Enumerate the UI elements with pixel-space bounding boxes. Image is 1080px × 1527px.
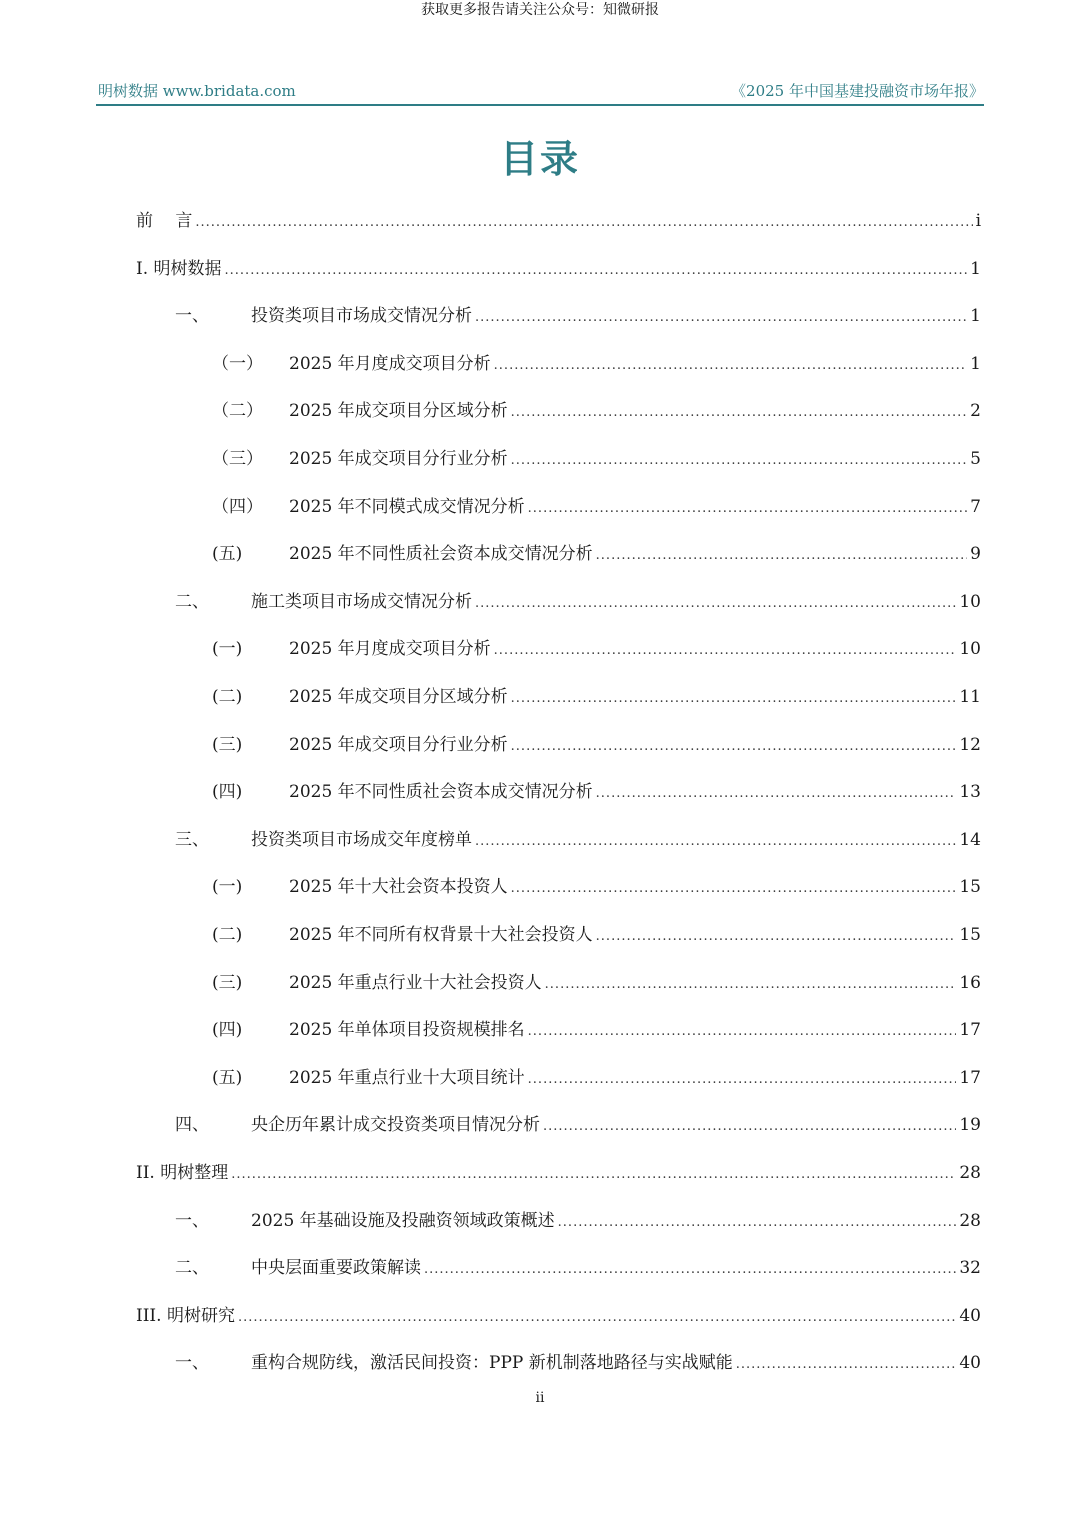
toc-entry[interactable] <box>136 1304 981 1328</box>
toc-entry-title: 2025 年月度成交项目分析 <box>289 353 491 374</box>
toc-entry[interactable] <box>136 257 981 281</box>
toc-dot-leader <box>475 306 967 330</box>
toc-dot-leader <box>558 1211 957 1235</box>
toc-dot-leader <box>511 687 957 711</box>
toc-entry-page: 28 <box>959 1163 981 1183</box>
toc-entry-page: i <box>975 211 981 231</box>
toc-entry[interactable] <box>212 399 981 423</box>
toc-entry[interactable] <box>175 1256 981 1280</box>
header-divider <box>96 104 984 106</box>
toc-entry[interactable] <box>212 495 981 519</box>
toc-entry[interactable] <box>212 637 981 661</box>
toc-entry[interactable] <box>136 1161 981 1185</box>
toc-entry-page: 15 <box>959 925 981 945</box>
toc-entry-title: 2025 年基础设施及投融资领域政策概述 <box>251 1210 555 1231</box>
toc-dot-leader <box>494 639 957 663</box>
toc-entry-page: 12 <box>959 734 981 755</box>
toc-entry-number: (五) <box>212 544 243 565</box>
toc-entry-title: 2025 年月度成交项目分析 <box>289 639 491 660</box>
toc-entry-page: 2 <box>970 401 981 422</box>
toc-entry[interactable] <box>175 304 981 328</box>
toc-dot-leader <box>545 973 957 997</box>
toc-entry-number: (二) <box>212 687 243 707</box>
toc-entry-page: 11 <box>959 687 981 707</box>
toc-entry[interactable] <box>136 209 981 233</box>
toc-entry[interactable] <box>212 971 981 995</box>
toc-entry-number: 三、 <box>175 829 209 850</box>
toc-entry-number: 四、 <box>175 1115 209 1136</box>
toc-entry-title: 2025 年十大社会资本投资人 <box>289 877 508 898</box>
toc-entry-page: 10 <box>959 591 981 612</box>
toc-entry-title: 2025 年成交项目分行业分析 <box>289 734 508 755</box>
toc-entry-title: III. 明树研究 <box>136 1305 235 1326</box>
toc-dot-leader <box>511 449 968 473</box>
toc-entry-page: 5 <box>970 449 981 469</box>
toc-dot-leader <box>511 735 957 759</box>
toc-entry-page: 32 <box>959 1258 981 1279</box>
toc-entry-title: 2025 年重点行业十大社会投资人 <box>289 972 542 993</box>
toc-entry-number: （三） <box>212 449 263 469</box>
toc-entry-page: 40 <box>959 1305 981 1326</box>
toc-entry-page: 15 <box>959 877 981 898</box>
toc-dot-leader <box>195 211 972 235</box>
toc-entry-title: 2025 年成交项目分行业分析 <box>289 449 508 469</box>
toc-entry-page: 14 <box>959 829 981 850</box>
toc-entry[interactable] <box>212 352 981 376</box>
toc-entry-title: I. 明树数据 <box>136 258 222 279</box>
toc-entry[interactable] <box>212 447 981 471</box>
toc-entry-page: 1 <box>970 258 981 279</box>
toc-entry-page: 13 <box>959 782 981 803</box>
toc-entry-page: 16 <box>959 972 981 993</box>
toc-dot-leader <box>528 497 968 521</box>
toc-entry-page: 40 <box>959 1353 981 1374</box>
toc-entry-title: 2025 年成交项目分区域分析 <box>289 687 508 707</box>
toc-entry-number: (一) <box>212 877 243 898</box>
toc-entry-title: 央企历年累计成交投资类项目情况分析 <box>251 1115 540 1136</box>
toc-entry[interactable] <box>175 590 981 614</box>
toc-dot-leader <box>475 592 956 616</box>
toc-entry-page: 9 <box>970 544 981 565</box>
toc-entry-number: (三) <box>212 972 243 993</box>
toc-entry-page: 17 <box>959 1020 981 1041</box>
toc-entry-title: 施工类项目市场成交情况分析 <box>251 591 472 612</box>
toc-entry-number: (二) <box>212 925 243 945</box>
toc-entry-title: 前 言 <box>136 211 193 231</box>
toc-entry-page: 1 <box>970 306 981 327</box>
toc-entry[interactable] <box>212 780 981 804</box>
toc-dot-leader <box>494 354 968 378</box>
header-right-report-title: 《2025 年中国基建投融资市场年报》 <box>731 82 984 100</box>
toc-entry-number: 二、 <box>175 591 209 612</box>
toc-entry-number: (三) <box>212 734 243 755</box>
toc-entry[interactable] <box>212 1018 981 1042</box>
toc-dot-leader <box>528 1020 957 1044</box>
toc-entry-page: 19 <box>959 1115 981 1136</box>
toc-dot-leader <box>528 1068 957 1092</box>
toc-entry-number: （四） <box>212 496 263 517</box>
toc-entry-title: 投资类项目市场成交年度榜单 <box>251 829 472 850</box>
toc-dot-leader <box>596 544 968 568</box>
toc-entry-page: 17 <box>959 1067 981 1088</box>
toc-entry-title: 投资类项目市场成交情况分析 <box>251 306 472 327</box>
toc-entry-page: 1 <box>970 353 981 374</box>
toc-entry-number: (五) <box>212 1067 243 1088</box>
toc-entry-number: (四) <box>212 1020 243 1041</box>
toc-entry[interactable] <box>212 875 981 899</box>
toc-dot-leader <box>543 1115 956 1139</box>
toc-entry[interactable] <box>212 923 981 947</box>
toc-entry-title: 2025 年重点行业十大项目统计 <box>289 1067 525 1088</box>
toc-entry-page: 28 <box>959 1210 981 1231</box>
toc-entry-title: 2025 年不同所有权背景十大社会投资人 <box>289 925 593 945</box>
toc-entry[interactable] <box>212 1066 981 1090</box>
toc-entry-title: 2025 年单体项目投资规模排名 <box>289 1020 525 1041</box>
toc-entry[interactable] <box>212 685 981 709</box>
toc-entry[interactable] <box>175 1351 981 1375</box>
toc-entry[interactable] <box>212 733 981 757</box>
toc-entry-page: 10 <box>959 639 981 660</box>
toc-entry[interactable] <box>175 1113 981 1137</box>
toc-dot-leader <box>475 830 956 854</box>
toc-dot-leader <box>511 401 968 425</box>
toc-entry-number: 一、 <box>175 1353 209 1374</box>
toc-entry-number: （一） <box>212 353 263 374</box>
toc-entry-title: 重构合规防线，激活民间投资：PPP 新机制落地路径与实战赋能 <box>251 1353 733 1374</box>
toc-entry-number: 一、 <box>175 306 209 327</box>
toc-dot-leader <box>596 782 957 806</box>
toc-dot-leader <box>736 1353 957 1377</box>
toc-entry-title: 中央层面重要政策解读 <box>251 1258 421 1279</box>
toc-entry[interactable] <box>175 1209 981 1233</box>
page-number: ii <box>535 1390 545 1406</box>
toc-dot-leader <box>231 1163 956 1187</box>
toc-entry-number: 一、 <box>175 1210 209 1231</box>
watermark-text: 获取更多报告请关注公众号：知微研报 <box>421 2 659 18</box>
toc-entry-title: 2025 年不同模式成交情况分析 <box>289 496 525 517</box>
toc-entry-title: 2025 年成交项目分区域分析 <box>289 401 508 422</box>
toc-entry[interactable] <box>212 542 981 566</box>
toc-dot-leader <box>511 877 957 901</box>
toc-entry-number: 二、 <box>175 1258 209 1279</box>
toc-entry[interactable] <box>175 828 981 852</box>
page-title: 目录 <box>499 137 580 181</box>
toc-entry-number: （二） <box>212 401 263 422</box>
header-left-source: 明树数据 www.bridata.com <box>98 82 296 100</box>
toc-entry-title: 2025 年不同性质社会资本成交情况分析 <box>289 544 593 565</box>
toc-dot-leader <box>225 259 968 283</box>
toc-dot-leader <box>596 925 957 949</box>
page-header <box>96 80 984 102</box>
toc-entry-page: 7 <box>970 496 981 517</box>
toc-entry-title: 2025 年不同性质社会资本成交情况分析 <box>289 782 593 803</box>
toc-dot-leader <box>424 1258 956 1282</box>
toc-dot-leader <box>238 1306 956 1330</box>
toc-entry-title: II. 明树整理 <box>136 1163 229 1183</box>
toc-entry-number: (一) <box>212 639 243 660</box>
toc-entry-number: (四) <box>212 782 243 803</box>
